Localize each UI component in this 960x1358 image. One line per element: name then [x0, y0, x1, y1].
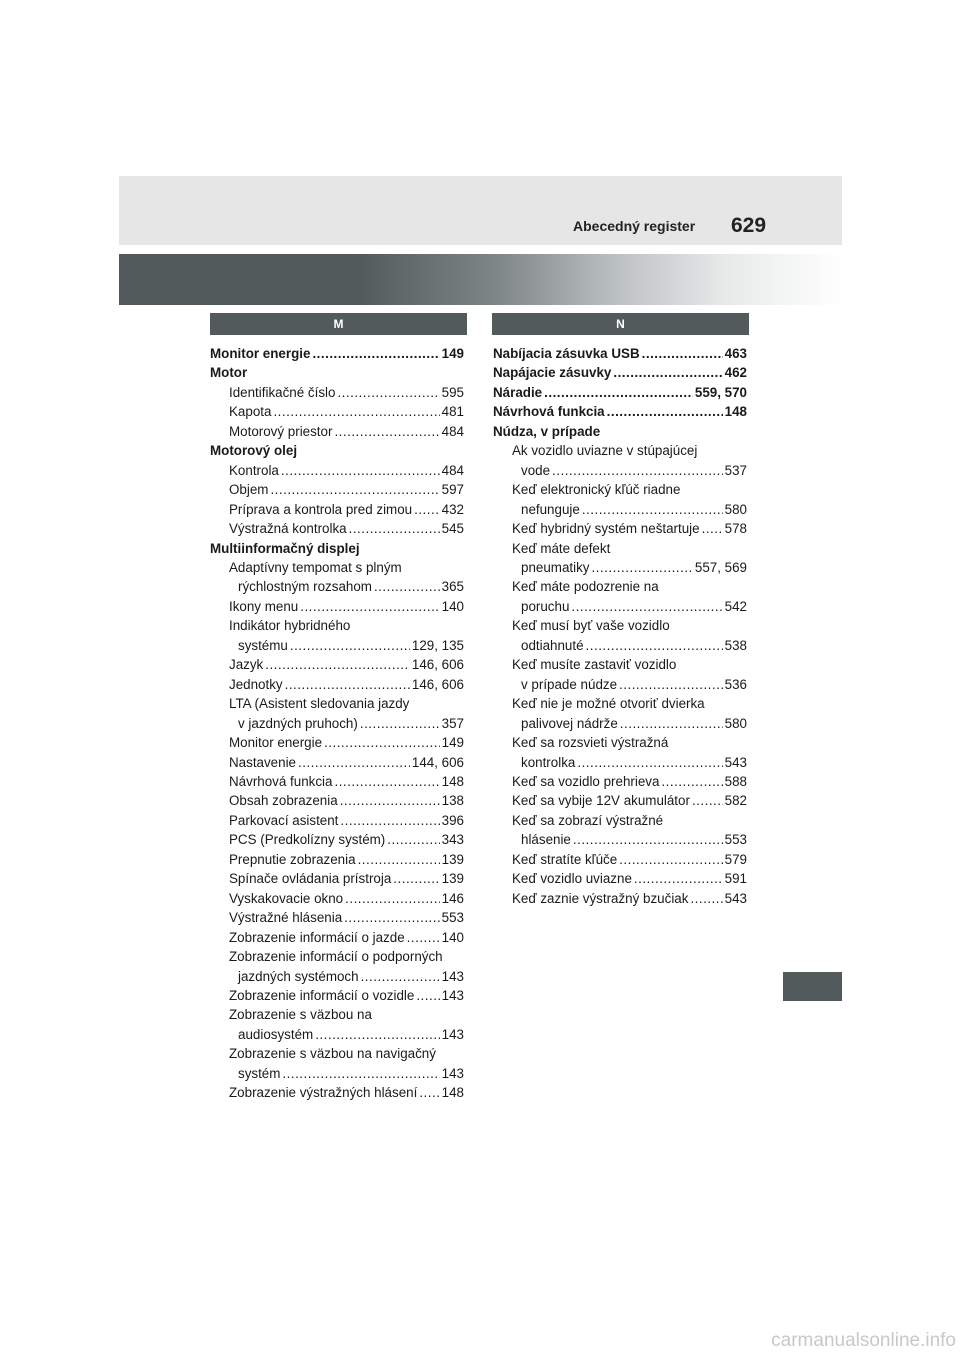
index-entry: [210, 1005, 464, 1024]
leader-dots: [273, 402, 439, 421]
index-entry: [210, 1025, 464, 1044]
leader-dots: [661, 772, 722, 791]
index-term: Výstražné hlásenia: [229, 910, 343, 926]
index-entry: [210, 733, 464, 752]
index-entry: [493, 461, 747, 480]
index-page-ref: 557, 569: [694, 559, 747, 575]
index-entry: [210, 422, 464, 441]
index-term: Kapota: [229, 404, 272, 420]
index-term: rýchlostným rozsahom: [238, 579, 372, 595]
index-entry: [210, 772, 464, 791]
index-term: LTA (Asistent sledovania jazdy: [229, 696, 410, 712]
index-page-ref: 543: [724, 754, 747, 770]
index-entry: [210, 908, 464, 927]
index-term: Motor: [210, 365, 248, 381]
gradient-bar: [119, 254, 842, 305]
index-page-ref: 538: [724, 637, 747, 653]
leader-dots: [361, 967, 440, 986]
index-term: Náradie: [493, 384, 543, 400]
index-entry: [493, 830, 747, 849]
index-page-ref: 481: [441, 404, 464, 420]
index-page-ref: 149: [441, 346, 464, 361]
section-letter-m: M: [210, 313, 467, 335]
index-entry: [493, 889, 747, 908]
index-page-ref: 578: [724, 521, 747, 537]
index-page-ref: 139: [441, 851, 464, 867]
index-page-ref: 580: [724, 501, 747, 517]
watermark: carmanualsonline.info: [771, 1330, 956, 1351]
index-entry: [210, 402, 464, 421]
leader-dots: [573, 830, 723, 849]
index-term: Adaptívny tempomat s plným: [229, 559, 402, 575]
index-term: Keď elektronický kľúč riadne: [512, 482, 681, 498]
index-term: Keď musíte zastaviť vozidlo: [512, 657, 677, 673]
index-page-ref: 463: [724, 346, 747, 361]
index-page-ref: 484: [441, 462, 464, 478]
leader-dots: [544, 383, 693, 402]
leader-dots: [387, 830, 439, 849]
index-entry: [493, 714, 747, 733]
index-page-ref: 140: [441, 598, 464, 614]
index-page-ref: 553: [724, 832, 747, 848]
index-entry: [210, 616, 464, 635]
index-entry: [493, 402, 747, 421]
index-entry: [210, 986, 464, 1005]
index-page-ref: 343: [441, 832, 464, 848]
index-entry: [493, 869, 747, 888]
index-term: Príprava a kontrola pred zimou: [229, 501, 413, 517]
leader-dots: [613, 363, 722, 382]
index-term: Keď zaznie výstražný bzučiak: [512, 890, 689, 906]
index-column-m: [210, 344, 464, 1103]
index-entry: [493, 753, 747, 772]
index-page-ref: 432: [441, 501, 464, 517]
index-term: Zobrazenie s väzbou na navigačný: [229, 1046, 436, 1062]
index-entry: [493, 577, 747, 596]
index-term: Návrhová funkcia: [493, 404, 605, 420]
index-term: poruchu: [521, 598, 570, 614]
index-page-ref: 143: [441, 1026, 464, 1042]
index-page-ref: 591: [724, 871, 747, 887]
index-term: jazdných systémoch: [238, 968, 359, 984]
leader-dots: [393, 869, 439, 888]
index-page-ref: 139: [441, 871, 464, 887]
index-term: Návrhová funkcia: [229, 773, 333, 789]
index-entry: [210, 675, 464, 694]
index-page-ref: 148: [441, 773, 464, 789]
index-term: palivovej nádrže: [521, 715, 618, 731]
index-term: Jazyk: [229, 657, 264, 673]
header-title: Abecedný register: [573, 218, 696, 234]
index-page-ref: 484: [441, 423, 464, 439]
index-entry: [210, 441, 464, 460]
index-term: Multiinformačný displej: [210, 540, 360, 556]
index-page-ref: 580: [724, 715, 747, 731]
leader-dots: [285, 675, 410, 694]
index-term: Keď stratíte kľúče: [512, 851, 618, 867]
index-term: Keď nie je možné otvoriť dvierka: [512, 696, 705, 712]
index-entry: [210, 655, 464, 674]
page-number: 629: [731, 214, 767, 237]
index-page-ref: 129, 135: [411, 637, 464, 653]
index-page-ref: 559, 570: [694, 384, 747, 400]
index-entry: [210, 791, 464, 810]
index-page-ref: 582: [724, 793, 747, 809]
index-term: Zobrazenie informácií o vozidle: [229, 987, 415, 1003]
index-page-ref: 537: [724, 462, 747, 478]
index-term: hlásenie: [521, 832, 571, 848]
index-entry: [210, 967, 464, 986]
index-entry: [210, 636, 464, 655]
index-page-ref: 543: [724, 890, 747, 906]
index-page-ref: 536: [724, 676, 747, 692]
index-term: Jednotky: [229, 676, 283, 692]
index-entry: [210, 694, 464, 713]
index-entry: [210, 558, 464, 577]
index-entry: [493, 363, 747, 382]
leader-dots: [298, 753, 410, 772]
index-page-ref: 146, 606: [411, 676, 464, 692]
index-term: Prepnutie zobrazenia: [229, 851, 356, 867]
index-term: Keď vozidlo uviazne: [512, 871, 632, 887]
leader-dots: [270, 480, 439, 499]
leader-dots: [690, 889, 722, 908]
index-term: Parkovací asistent: [229, 812, 339, 828]
index-entry: [210, 889, 464, 908]
leader-dots: [416, 986, 439, 1005]
leader-dots: [591, 558, 692, 577]
index-entry: [210, 383, 464, 402]
index-term: Keď sa rozsvieti výstražná: [512, 735, 669, 751]
index-page-ref: 143: [441, 968, 464, 984]
index-entry: [210, 461, 464, 480]
index-term: Monitor energie: [210, 346, 311, 361]
leader-dots: [340, 791, 440, 810]
index-term: Indikátor hybridného: [229, 618, 351, 634]
index-entry: [493, 811, 747, 830]
index-entry: [493, 344, 747, 363]
index-entry: [210, 714, 464, 733]
leader-dots: [577, 753, 722, 772]
index-page-ref: 545: [441, 521, 464, 537]
index-term: Keď sa zobrazí výstražné: [512, 812, 664, 828]
leader-dots: [419, 1083, 439, 1102]
index-term: Keď máte defekt: [512, 540, 611, 556]
leader-dots: [374, 577, 440, 596]
index-term: Zobrazenie informácií o podporných: [229, 949, 443, 965]
leader-dots: [324, 733, 440, 752]
index-term: v jazdných pruhoch): [238, 715, 358, 731]
leader-dots: [344, 908, 440, 927]
index-page-ref: 595: [441, 384, 464, 400]
index-page-ref: 365: [441, 579, 464, 595]
index-term: Núdza, v prípade: [493, 423, 601, 439]
leader-dots: [634, 869, 723, 888]
leader-dots: [702, 519, 723, 538]
leader-dots: [607, 402, 723, 421]
index-column-n: [493, 344, 747, 908]
index-entry: [493, 597, 747, 616]
leader-dots: [642, 344, 723, 363]
index-entry: [493, 675, 747, 694]
leader-dots: [571, 597, 722, 616]
section-letter-n: N: [492, 313, 749, 335]
index-page-ref: 148: [441, 1085, 464, 1101]
leader-dots: [312, 344, 439, 363]
index-term: v prípade núdze: [521, 676, 618, 692]
index-entry: [210, 1044, 464, 1063]
index-term: Výstražná kontrolka: [229, 521, 347, 537]
index-term: Spínače ovládania prístroja: [229, 871, 392, 887]
index-entry: [493, 772, 747, 791]
leader-dots: [337, 383, 439, 402]
index-term: systému: [238, 637, 288, 653]
leader-dots: [281, 461, 440, 480]
index-page-ref: 148: [724, 404, 747, 420]
index-entry: [210, 1083, 464, 1102]
leader-dots: [360, 714, 440, 733]
index-page-ref: 146, 606: [411, 657, 464, 673]
index-entry: [493, 441, 747, 460]
index-entry: [210, 539, 464, 558]
index-term: odtiahnuté: [521, 637, 584, 653]
index-entry: [493, 519, 747, 538]
leader-dots: [282, 1064, 439, 1083]
index-entry: [493, 694, 747, 713]
index-term: Zobrazenie výstražných hlásení: [229, 1085, 418, 1101]
leader-dots: [620, 714, 723, 733]
index-term: Ak vozidlo uviazne v stúpajúcej: [512, 443, 698, 459]
index-entry: [210, 928, 464, 947]
leader-dots: [552, 461, 723, 480]
index-term: Kontrola: [229, 462, 279, 478]
index-term: Keď sa vybije 12V akumulátor: [512, 793, 690, 809]
leader-dots: [407, 928, 440, 947]
index-entry: [493, 500, 747, 519]
index-page-ref: 146: [441, 890, 464, 906]
leader-dots: [358, 850, 440, 869]
index-entry: [493, 791, 747, 810]
index-entry: [210, 811, 464, 830]
index-page-ref: 357: [441, 715, 464, 731]
index-term: Obsah zobrazenia: [229, 793, 338, 809]
index-term: Keď máte podozrenie na: [512, 579, 659, 595]
index-term: Zobrazenie informácií o jazde: [229, 929, 405, 945]
leader-dots: [619, 675, 723, 694]
index-page-ref: 138: [441, 793, 464, 809]
chapter-tab: [783, 972, 842, 1001]
leader-dots: [619, 850, 722, 869]
index-entry: [493, 655, 747, 674]
index-term: kontrolka: [521, 754, 576, 770]
index-entry: [210, 753, 464, 772]
index-term: Zobrazenie s väzbou na: [229, 1007, 372, 1023]
index-entry: [493, 539, 747, 558]
index-term: vode: [521, 462, 551, 478]
leader-dots: [582, 500, 723, 519]
index-entry: [210, 577, 464, 596]
leader-dots: [586, 636, 723, 655]
index-entry: [210, 363, 464, 382]
index-term: Motorový olej: [210, 443, 298, 459]
index-page-ref: 579: [724, 851, 747, 867]
leader-dots: [290, 636, 410, 655]
index-page-ref: 140: [441, 929, 464, 945]
leader-dots: [340, 811, 439, 830]
index-page-ref: 462: [724, 365, 747, 381]
index-page-ref: 553: [441, 910, 464, 926]
leader-dots: [334, 422, 439, 441]
index-term: Motorový priestor: [229, 423, 333, 439]
index-page-ref: 143: [441, 987, 464, 1003]
leader-dots: [414, 500, 440, 519]
index-entry: [210, 947, 464, 966]
index-entry: [493, 480, 747, 499]
index-term: PCS (Predkolízny systém): [229, 832, 386, 848]
index-term: systém: [238, 1065, 281, 1081]
index-page-ref: 597: [441, 482, 464, 498]
index-entry: [210, 1064, 464, 1083]
index-term: audiosystém: [238, 1026, 314, 1042]
index-term: Ikony menu: [229, 598, 299, 614]
leader-dots: [349, 519, 440, 538]
index-entry: [493, 422, 747, 441]
index-term: Keď hybridný systém neštartuje: [512, 521, 700, 537]
index-entry: [210, 519, 464, 538]
index-term: Monitor energie: [229, 735, 323, 751]
leader-dots: [345, 889, 440, 908]
index-page-ref: 396: [441, 812, 464, 828]
index-page-ref: 149: [441, 735, 464, 751]
index-page-ref: 542: [724, 598, 747, 614]
index-term: Vyskakovacie okno: [229, 890, 344, 906]
index-page-ref: 143: [441, 1065, 464, 1081]
index-term: Objem: [229, 482, 269, 498]
index-entry: [210, 597, 464, 616]
leader-dots: [692, 791, 723, 810]
index-term: Identifikačné číslo: [229, 384, 336, 400]
index-entry: [493, 636, 747, 655]
index-term: Keď musí byť vaše vozidlo: [512, 618, 670, 634]
index-entry: [210, 344, 464, 363]
index-term: nefunguje: [521, 501, 580, 517]
index-term: Keď sa vozidlo prehrieva: [512, 773, 660, 789]
index-page-ref: 588: [724, 773, 747, 789]
index-entry: [493, 616, 747, 635]
index-entry: [493, 733, 747, 752]
leader-dots: [300, 597, 439, 616]
index-entry: [210, 830, 464, 849]
leader-dots: [265, 655, 410, 674]
index-term: pneumatiky: [521, 559, 590, 575]
index-entry: [493, 383, 747, 402]
leader-dots: [334, 772, 439, 791]
index-entry: [210, 500, 464, 519]
index-entry: [210, 480, 464, 499]
index-entry: [210, 850, 464, 869]
index-entry: [493, 558, 747, 577]
index-entry: [210, 869, 464, 888]
index-term: Napájacie zásuvky: [493, 365, 612, 381]
index-entry: [493, 850, 747, 869]
index-term: Nabíjacia zásuvka USB: [493, 346, 640, 361]
index-page-ref: 144, 606: [411, 754, 464, 770]
index-term: Nastavenie: [229, 754, 296, 770]
leader-dots: [315, 1025, 439, 1044]
